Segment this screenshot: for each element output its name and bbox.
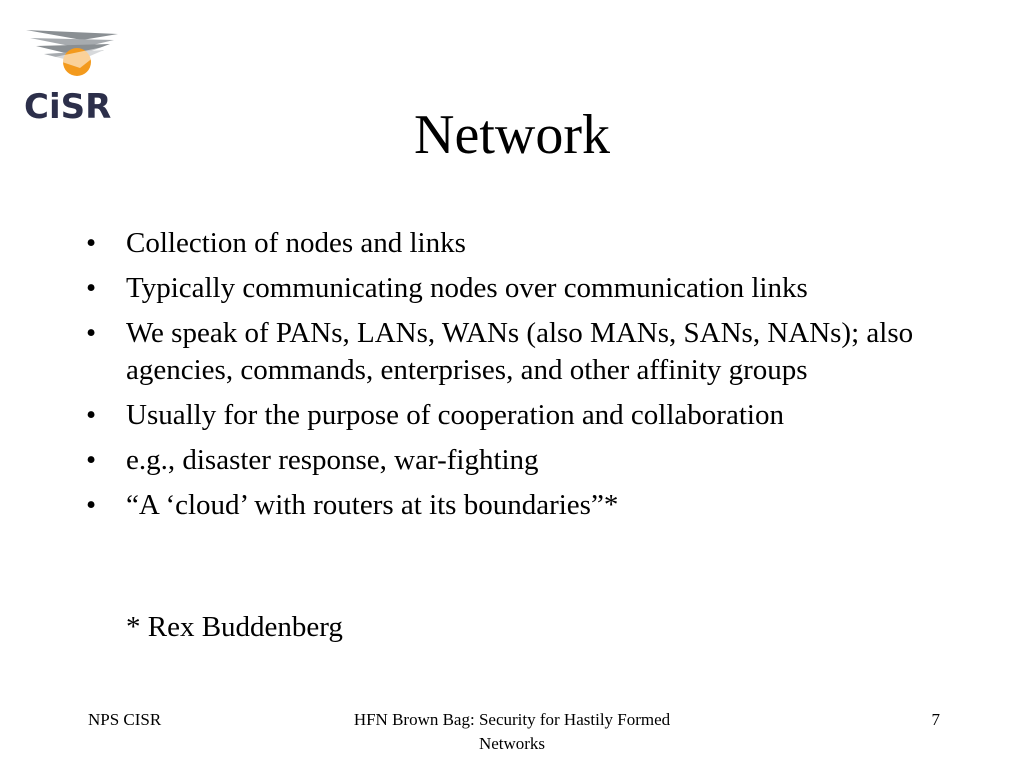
bullet-item bbox=[86, 487, 966, 524]
bullet-dot-icon: • bbox=[86, 489, 97, 521]
bullet-text: Typically communicating nodes over communication links bbox=[126, 272, 808, 304]
bullet-text: Collection of nodes and links bbox=[126, 227, 466, 259]
bullet-text: e.g., disaster response, war-fighting bbox=[126, 444, 539, 476]
bullet-dot-icon: • bbox=[86, 444, 97, 476]
bullet-text: We speak of PANs, LANs, WANs (also MANs, SANs, NANs); also agencies, commands, enterprises, and other affinity groups bbox=[126, 317, 914, 386]
bullet-item bbox=[86, 270, 966, 307]
bullet-list bbox=[86, 225, 966, 532]
bullet-text: “A ‘cloud’ with routers at its boundaries”* bbox=[126, 489, 619, 521]
page-number: 7 bbox=[931, 710, 940, 729]
bullet-dot-icon: • bbox=[86, 399, 97, 431]
svg-text:CiSR: CiSR bbox=[24, 87, 112, 122]
slide-title: Network bbox=[414, 104, 610, 166]
footer-org: NPS CISR bbox=[88, 710, 162, 729]
bullet-text: Usually for the purpose of cooperation and collaboration bbox=[126, 399, 784, 431]
bullet-dot-icon: • bbox=[86, 227, 97, 259]
bullet-item bbox=[86, 315, 966, 389]
footer-title: HFN Brown Bag: Security for Hastily Formed Networks bbox=[353, 710, 671, 753]
bullet-item bbox=[86, 442, 966, 479]
bullet-dot-icon: • bbox=[86, 317, 97, 349]
bullet-item bbox=[86, 397, 966, 434]
bullet-dot-icon: • bbox=[86, 272, 97, 304]
footnote: * Rex Buddenberg bbox=[126, 611, 343, 643]
bullet-item bbox=[86, 225, 966, 262]
